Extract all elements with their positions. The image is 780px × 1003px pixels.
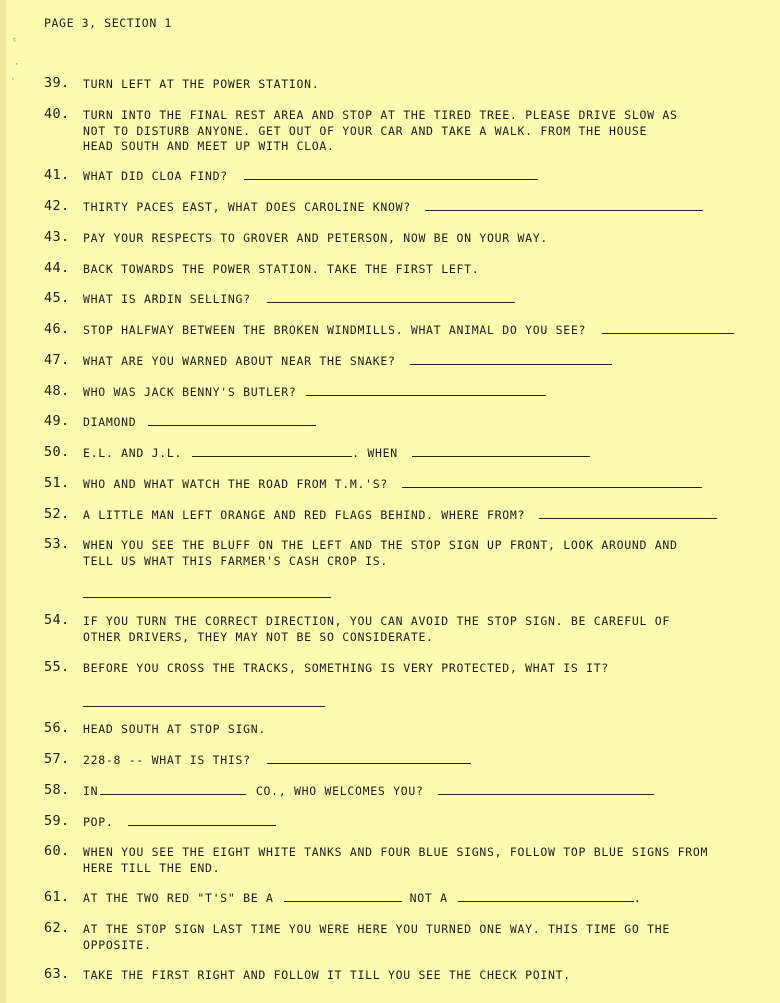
item-text	[83, 292, 743, 308]
item-text	[83, 753, 743, 769]
question-text: DIAMOND	[83, 415, 137, 429]
scan-speck: ·	[14, 60, 20, 70]
item-text	[83, 538, 743, 569]
answer-blank[interactable]	[402, 477, 702, 488]
item-number: 47.	[44, 352, 70, 368]
item-number: 60.	[44, 843, 70, 859]
item-text-line: OPPOSITE.	[83, 937, 152, 952]
item-text-line: NOT TO DISTURB ANYONE. GET OUT OF YOUR CAR AND TAKE A WALK. FROM THE HOUSE	[83, 123, 648, 138]
item-text: PAY YOUR RESPECTS TO GROVER AND PETERSON, NOW BE ON YOUR WAY.	[83, 231, 549, 245]
item-text-line: HEAD SOUTH AND MEET UP WITH CLOA.	[83, 139, 335, 153]
question-text: WHAT IS ARDIN SELLING?	[83, 292, 251, 306]
item-number: 46.	[44, 321, 70, 337]
item-text-line: OTHER DRIVERS, THEY MAY NOT BE SO CONSIDERATE.	[83, 629, 434, 644]
item-number: 43.	[44, 229, 70, 245]
scan-speck: ˤ	[12, 38, 18, 48]
item-number: 63.	[44, 966, 70, 982]
item-number: 55.	[44, 659, 70, 675]
item-number: 49.	[44, 413, 70, 429]
item-text	[83, 169, 743, 185]
item-number: 48.	[44, 383, 70, 399]
question-text: IN	[83, 784, 99, 798]
answer-blank[interactable]	[539, 508, 717, 519]
question-text: 228-8 -- WHAT IS THIS?	[83, 753, 251, 767]
item-number: 39.	[44, 75, 70, 91]
item-text	[83, 614, 743, 645]
item-number: 52.	[44, 506, 70, 522]
item-text	[83, 784, 743, 800]
answer-blank[interactable]	[267, 292, 515, 303]
item-number: 56.	[44, 720, 70, 736]
item-text	[83, 922, 743, 953]
item-text	[83, 845, 743, 876]
question-text: WHO WAS JACK BENNY'S BUTLER?	[83, 385, 297, 399]
item-text-line: TELL US WHAT THIS FARMER'S CASH CROP IS.	[83, 553, 388, 568]
item-text-line: WHEN YOU SEE THE EIGHT WHITE TANKS AND FOUR BLUE SIGNS, FOLLOW TOP BLUE SIGNS FROM	[83, 845, 709, 859]
answer-blank[interactable]	[192, 446, 352, 457]
item-text: HEAD SOUTH AT STOP SIGN.	[83, 722, 266, 736]
answer-blank[interactable]	[244, 169, 538, 180]
answer-blank[interactable]	[83, 705, 325, 707]
item-number: 40.	[44, 106, 70, 122]
item-text	[83, 200, 743, 216]
page-edge-shadow	[0, 0, 6, 1003]
item-text	[83, 385, 743, 401]
item-number: 62.	[44, 920, 70, 936]
item-text	[83, 323, 743, 339]
question-text: . WHEN	[352, 446, 398, 460]
item-text	[83, 354, 743, 370]
question-text: WHO AND WHAT WATCH THE ROAD FROM T.M.'S?	[83, 477, 388, 491]
item-number: 51.	[44, 475, 70, 491]
question-text: WHAT DID CLOA FIND?	[83, 169, 228, 183]
item-text	[83, 108, 743, 155]
question-text: WHAT ARE YOU WARNED ABOUT NEAR THE SNAKE?	[83, 354, 396, 368]
item-text: BACK TOWARDS THE POWER STATION. TAKE THE FIRST LEFT.	[83, 262, 480, 276]
answer-blank[interactable]	[458, 891, 634, 902]
answer-blank[interactable]	[412, 446, 590, 457]
item-text	[83, 446, 743, 462]
item-text: TURN LEFT AT THE POWER STATION.	[83, 77, 320, 91]
item-text: BEFORE YOU CROSS THE TRACKS, SOMETHING IS VERY PROTECTED, WHAT IS IT?	[83, 661, 610, 675]
item-number: 42.	[44, 198, 70, 214]
item-text	[83, 477, 743, 493]
item-number: 54.	[44, 612, 70, 628]
item-number: 58.	[44, 782, 70, 798]
question-text: A LITTLE MAN LEFT ORANGE AND RED FLAGS BEHIND. WHERE FROM?	[83, 508, 526, 522]
item-text: TAKE THE FIRST RIGHT AND FOLLOW IT TILL YOU SEE THE CHECK POINT.	[83, 968, 571, 982]
answer-blank[interactable]	[83, 596, 331, 598]
item-number: 45.	[44, 290, 70, 306]
item-number: 50.	[44, 444, 70, 460]
item-text-line: TURN INTO THE FINAL REST AREA AND STOP AT THE TIRED TREE. PLEASE DRIVE SLOW AS	[83, 108, 678, 122]
item-text-line: HERE TILL THE END.	[83, 860, 221, 875]
answer-blank[interactable]	[410, 354, 612, 365]
item-text	[83, 815, 743, 831]
scan-speck: ·	[10, 75, 16, 85]
item-number: 53.	[44, 536, 70, 552]
answer-blank[interactable]	[267, 753, 471, 764]
item-text-line: AT THE STOP SIGN LAST TIME YOU WERE HERE YOU TURNED ONE WAY. THIS TIME GO THE	[83, 922, 671, 936]
question-text: AT THE TWO RED "T'S" BE A	[83, 891, 274, 905]
answer-blank[interactable]	[100, 784, 246, 795]
question-text: POP.	[83, 815, 114, 829]
question-text: THIRTY PACES EAST, WHAT DOES CAROLINE KNOW?	[83, 200, 411, 214]
answer-blank[interactable]	[602, 323, 734, 334]
item-number: 59.	[44, 813, 70, 829]
answer-blank[interactable]	[148, 415, 316, 426]
item-text	[83, 508, 743, 524]
answer-blank[interactable]	[284, 891, 402, 902]
question-text: NOT A	[409, 891, 448, 905]
question-text: .	[633, 891, 642, 905]
item-number: 61.	[44, 889, 70, 905]
answer-blank[interactable]	[306, 385, 546, 396]
item-number: 44.	[44, 260, 70, 276]
question-text: CO., WHO WELCOMES YOU?	[255, 784, 424, 798]
question-text: E.L. AND J.L.	[83, 446, 183, 460]
item-number: 57.	[44, 751, 70, 767]
answer-blank[interactable]	[128, 815, 276, 826]
item-text-line: IF YOU TURN THE CORRECT DIRECTION, YOU CAN AVOID THE STOP SIGN. BE CAREFUL OF	[83, 614, 671, 628]
item-number: 41.	[44, 167, 70, 183]
item-text	[83, 891, 743, 907]
answer-blank[interactable]	[438, 784, 654, 795]
item-text-line: WHEN YOU SEE THE BLUFF ON THE LEFT AND THE STOP SIGN UP FRONT, LOOK AROUND AND	[83, 538, 678, 552]
question-text: STOP HALFWAY BETWEEN THE BROKEN WINDMILLS. WHAT ANIMAL DO YOU SEE?	[83, 323, 587, 337]
answer-blank[interactable]	[425, 200, 703, 211]
item-text	[83, 415, 743, 431]
page-header: PAGE 3, SECTION 1	[44, 16, 172, 30]
